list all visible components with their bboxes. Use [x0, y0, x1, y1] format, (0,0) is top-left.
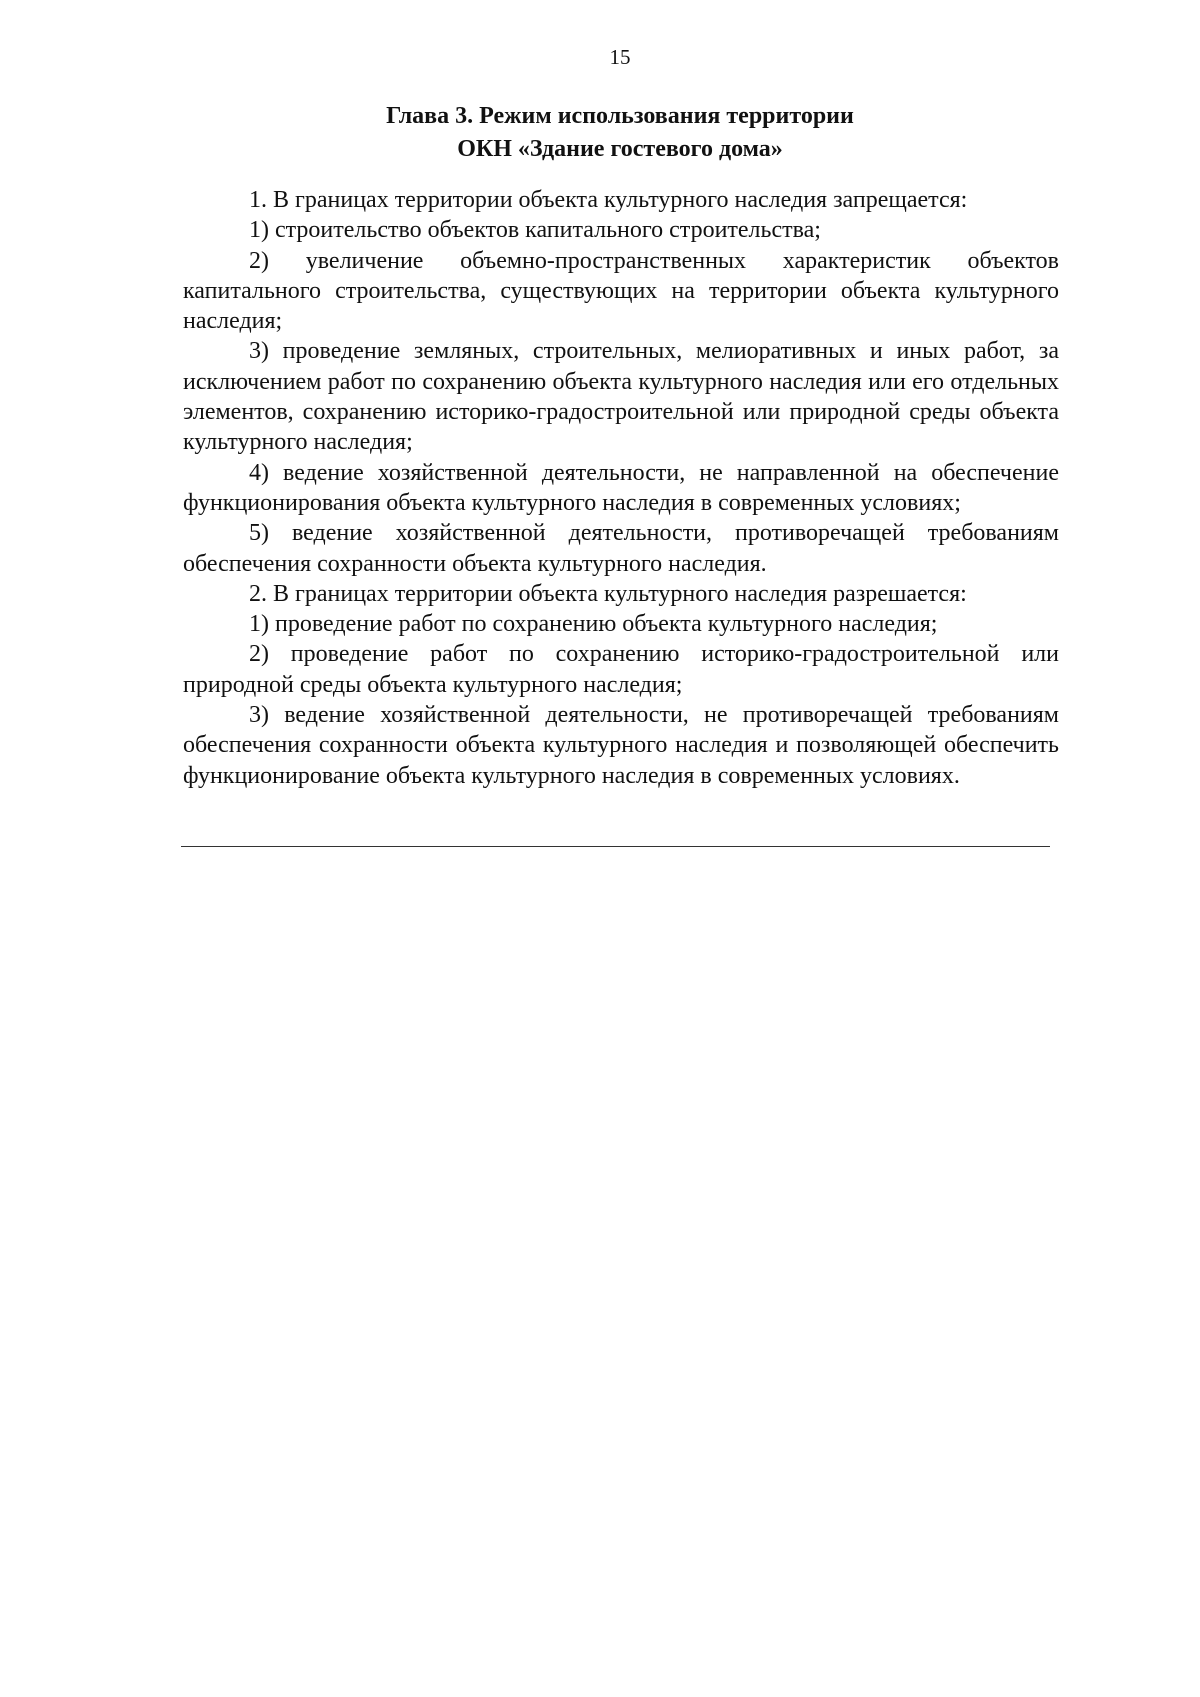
paragraph-allowed-item-2: 2) проведение работ по сохранению историко-градостроительной или природной среды объекта культурного наследия; — [183, 641, 1059, 698]
paragraph-prohibited-item-5: 5) ведение хозяйственной деятельности, противоречащей требованиям обеспечения сохранности объекта культурного наследия. — [183, 520, 1059, 577]
chapter-title-line-2: ОКН «Здание гостевого дома» — [457, 136, 783, 162]
paragraph-prohibited-item-4: 4) ведение хозяйственной деятельности, не направленной на обеспечение функционирования объекта культурного наследия в современных условиях; — [183, 459, 1059, 516]
chapter-title-line-1: Глава 3. Режим использования территории — [386, 103, 854, 129]
chapter-title — [0, 100, 1200, 166]
paragraph-prohibited-item-2: 2) увеличение объемно-пространственных характеристик объектов капитального строительства, существующих на территории объекта культурного наследия; — [183, 247, 1059, 335]
paragraph-prohibited-intro: 1. В границах территории объекта культурного наследия запрещается: — [249, 187, 968, 213]
end-rule — [181, 846, 1050, 847]
paragraph-allowed-item-3: 3) ведение хозяйственной деятельности, не противоречащей требованиям обеспечения сохранности объекта культурного наследия и позволяющей обеспечить функционирование объекта культурного наследия в современных условиях. — [183, 702, 1059, 789]
paragraph-allowed-item-1: 1) проведение работ по сохранению объекта культурного наследия; — [249, 611, 938, 638]
page-number: 15 — [609, 45, 631, 69]
paragraph-allowed-intro: 2. В границах территории объекта культурного наследия разрешается: — [249, 580, 967, 607]
paragraph-prohibited-item-1: 1) строительство объектов капитального строительства; — [249, 217, 821, 244]
paragraph-prohibited-item-3: 3) проведение земляных, строительных, мелиоративных и иных работ, за исключением работ по сохранению объекта культурного наследия или его отдельных элементов, сохранению историко-градостроительной или природной среды объекта культурного наследия; — [183, 338, 1059, 456]
body-text — [183, 185, 1059, 791]
